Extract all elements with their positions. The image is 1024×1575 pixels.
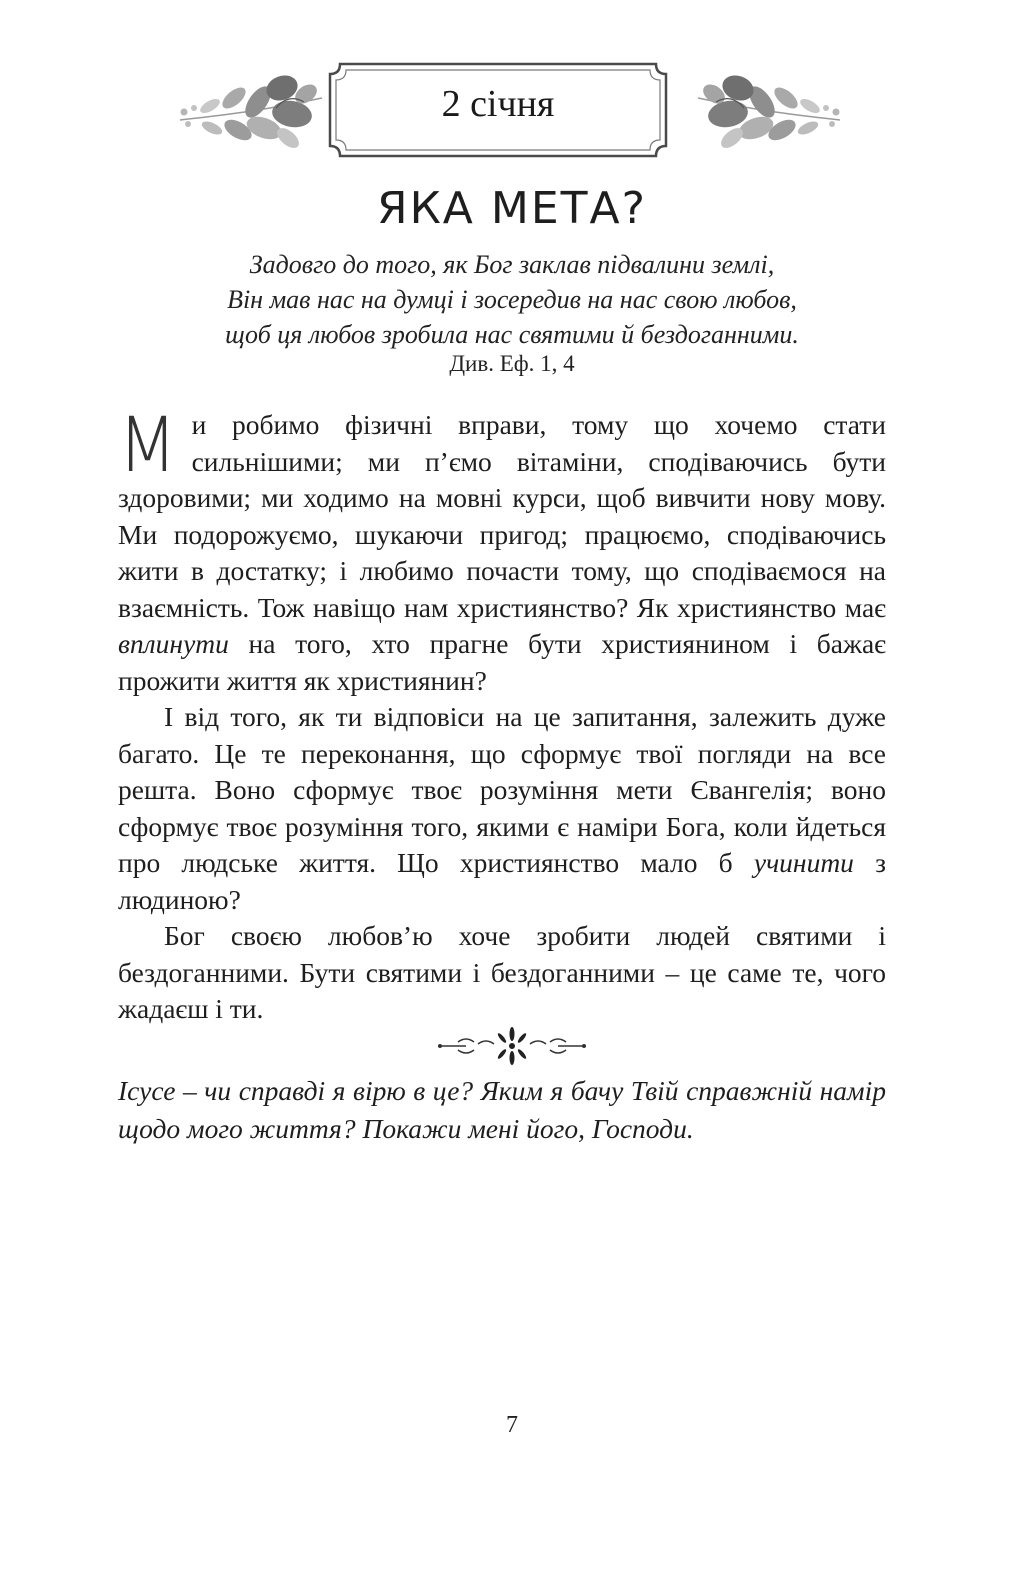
emphasis: учинити [753, 847, 854, 878]
date-label: 2 січня [441, 83, 555, 125]
page-title: ЯКА МЕТА? [377, 183, 647, 234]
floral-sprig-icon [176, 68, 326, 152]
paragraph-text: и робимо фізичні вправи, тому що хочемо стати сильнішими; ми п’ємо вітаміни, сподіваючись бути здоровими; ми ходимо на мовні курси, щоб вивчити нову мову. Ми подорожуємо, шукаючи пригод; працюємо, сподіваючись жити в достатку; і любимо почасти тому, що сподіваємося на взаємність. Тож навіщо нам християнство? Як християнство має [118, 409, 886, 623]
paragraph [118, 400, 886, 699]
closing-prayer: Ісусе – чи справді я вірю в це? Яким я бачу Твій справжній намір щодо мого життя? Покажи мені його, Господи. [118, 1075, 886, 1144]
paragraph-text: І від того, як ти відповіси на це запитання, залежить дуже багато. Це те переконання, що сформує твої погляди на все решта. Воно сформує твоє розуміння мети Євангелія; воно сформує твоє розуміння того, якими є наміри Бога, коли йдеться про людське життя. Що християнство мало б [118, 701, 886, 878]
floral-sprig-icon [694, 68, 844, 152]
body-text [118, 400, 886, 1028]
chapter-header [0, 60, 1024, 160]
emphasis: вплинути [118, 628, 229, 659]
scripture-reference: Див. Еф. 1, 4 [449, 351, 575, 376]
paragraph-text: з людиною? [118, 847, 886, 915]
epigraph [140, 247, 884, 352]
page-number: 7 [506, 1412, 518, 1438]
epigraph-line: Задовго до того, як Бог заклав підвалини землі, [249, 250, 775, 279]
epigraph-line: щоб ця любов зробила нас святими й бездоганними. [225, 320, 799, 349]
epigraph-line: Він мав нас на думці і зосередив на нас свою любов, [227, 285, 797, 314]
paragraph-text: на того, хто прагне бути християнином і бажає прожити життя як християнин? [118, 628, 886, 696]
paragraph: Бог своєю любов’ю хоче зробити людей святими і бездоганними. Бути святими і бездоганними – це саме те, чого жадаєш і ти. [118, 920, 886, 1024]
drop-cap: М [118, 400, 178, 489]
floral-ornament-icon [436, 1026, 588, 1066]
date-frame [326, 60, 670, 160]
paragraph [118, 699, 886, 918]
